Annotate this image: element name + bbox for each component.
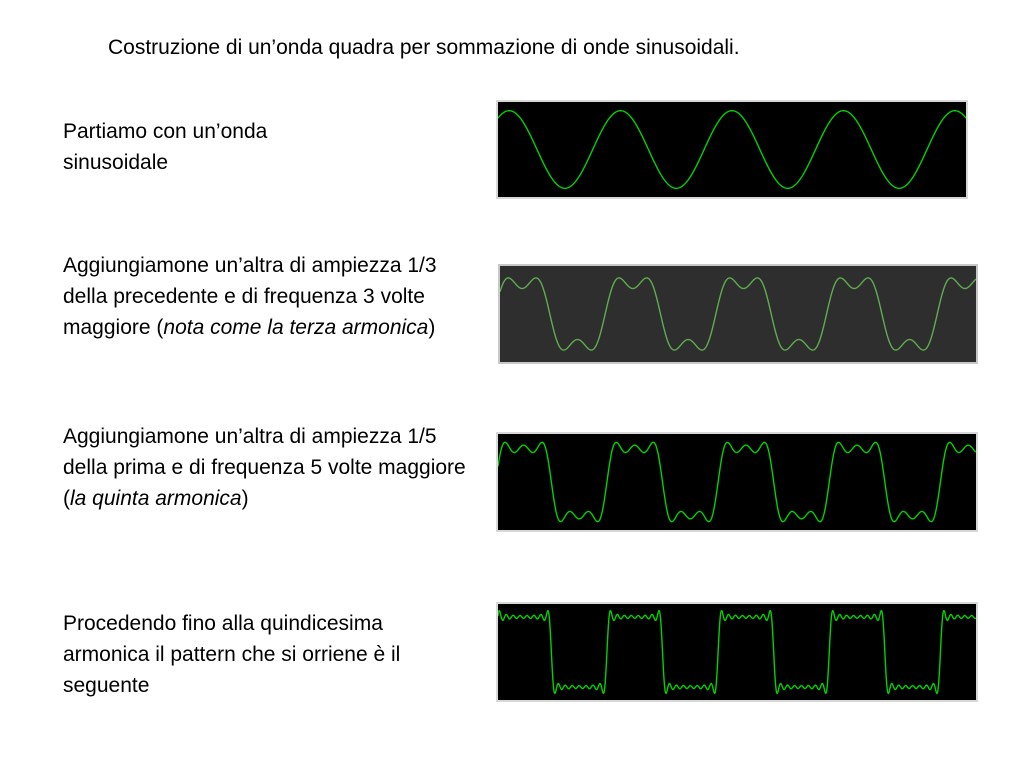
step-1-text: Partiamo con un’onda sinusoidale — [63, 120, 268, 174]
oscilloscope-third-harmonic — [498, 264, 978, 364]
oscilloscope-fifth-harmonic — [496, 432, 978, 532]
step-3-text: Aggiungiamone un’altra di ampiezza 1/5 della prima e di frequenza 5 volte maggiore ( — [63, 425, 466, 510]
step-2-text: Aggiungiamone un’altra di ampiezza 1/3 della precedente e di frequenza 3 volte maggiore ( — [63, 254, 437, 339]
step-3-description — [63, 421, 468, 514]
step-2-italic: nota come la terza armonica — [163, 316, 429, 339]
step-4-text: Procedendo fino alla quindicesima armonica il pattern che si orriene è il seguente — [63, 612, 401, 697]
step-4-description — [63, 608, 468, 701]
oscilloscope-fifteenth-harmonic — [496, 602, 978, 702]
step-2-description — [63, 250, 473, 343]
step-1-description — [63, 116, 363, 178]
oscilloscope-sine-wave — [496, 100, 968, 199]
step-3-italic: la quinta armonica — [70, 487, 242, 510]
fifteenth-harmonic-trace — [498, 611, 976, 694]
third-harmonic-trace — [500, 278, 976, 350]
step-3-text-end: ) — [241, 487, 249, 510]
slide-title: Costruzione di un’onda quadra per sommazione di onde sinusoidali. — [108, 36, 740, 59]
sine-wave-trace — [498, 111, 966, 189]
fifth-harmonic-trace — [498, 442, 976, 521]
step-2-text-end: ) — [428, 316, 436, 339]
